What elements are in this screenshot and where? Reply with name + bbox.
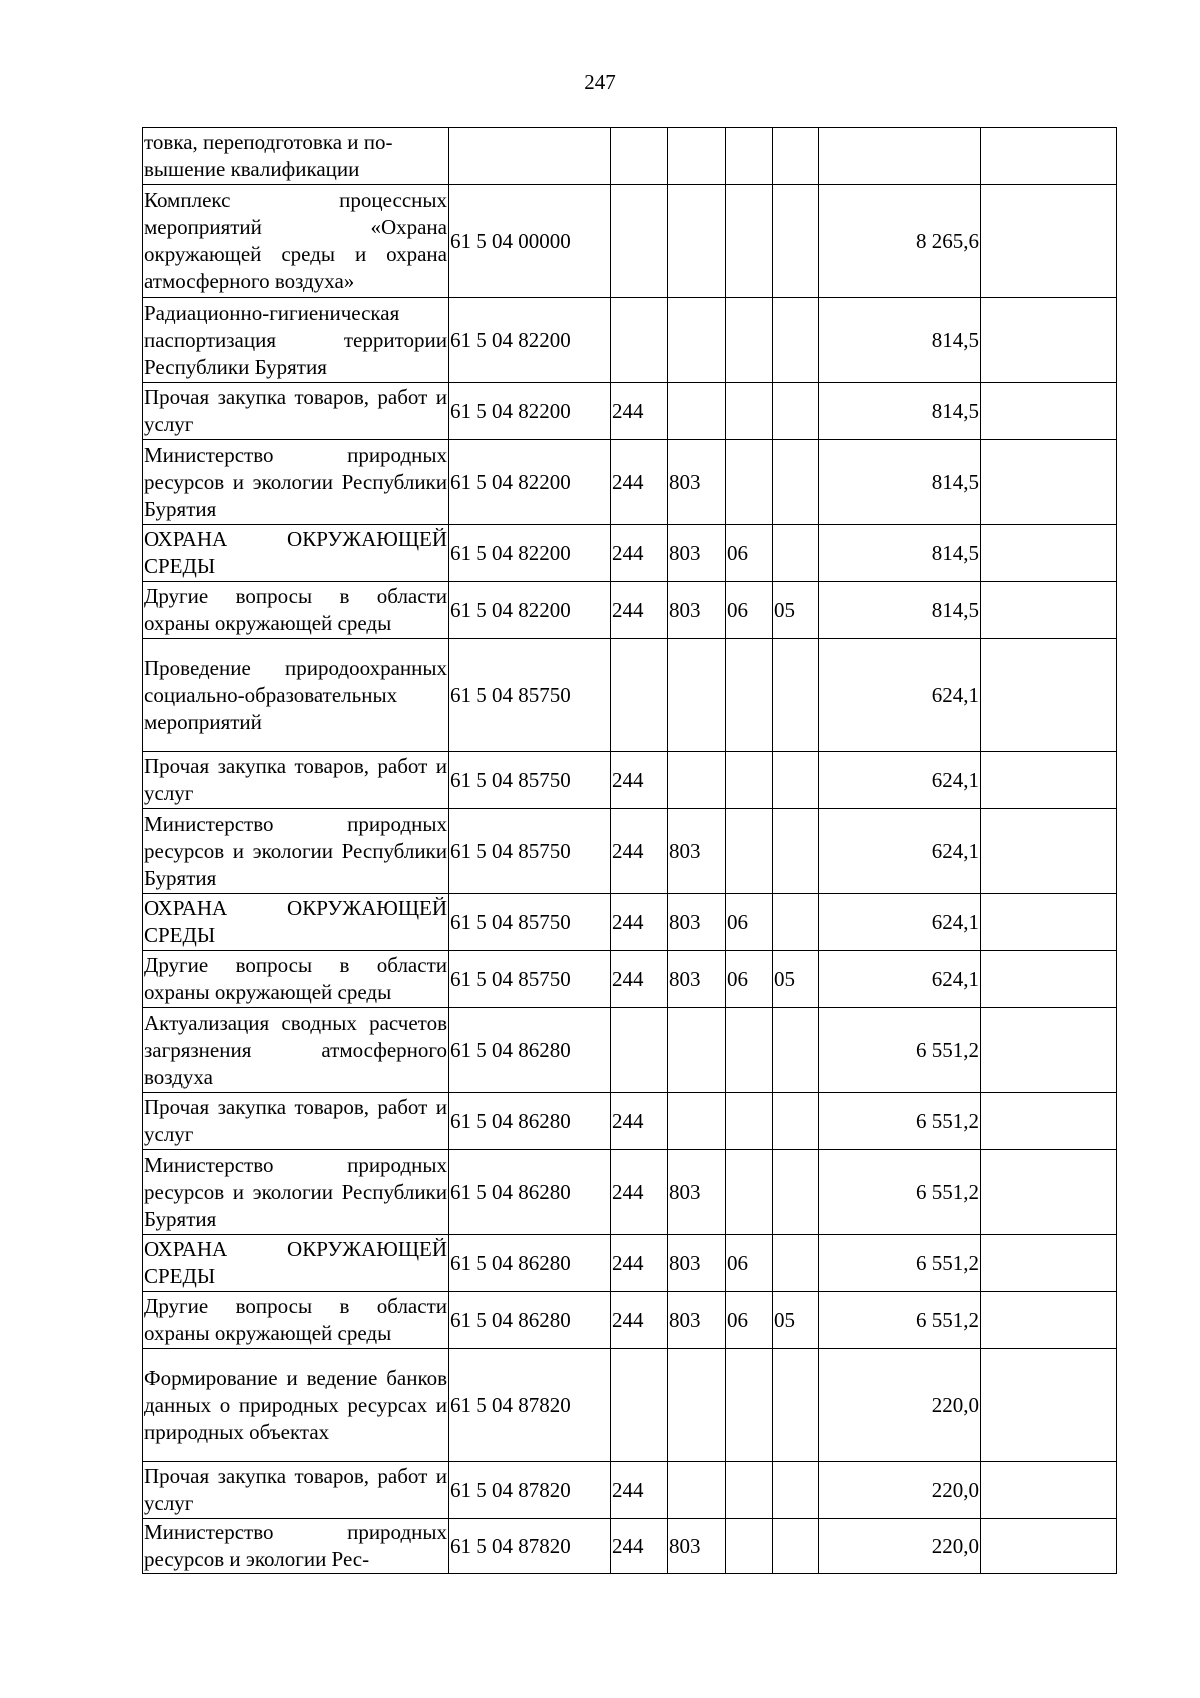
subsection-cell	[773, 440, 819, 525]
table-body	[143, 128, 1117, 1574]
amount-cell: 814,5	[819, 383, 981, 440]
section-cell: 06	[726, 894, 773, 951]
subsection-cell	[773, 639, 819, 752]
ministry-code-cell	[668, 185, 726, 298]
row-name-cell: ОХРАНА ОКРУЖАЮЩЕЙ СРЕДЫ	[143, 525, 449, 582]
amount-cell: 6 551,2	[819, 1292, 981, 1349]
section-cell	[726, 185, 773, 298]
empty-cell	[981, 525, 1117, 582]
expense-type-cell: 244	[611, 894, 668, 951]
empty-cell	[981, 894, 1117, 951]
section-cell	[726, 639, 773, 752]
target-code-cell: 61 5 04 00000	[449, 185, 611, 298]
amount-cell: 814,5	[819, 298, 981, 383]
table-row	[143, 1349, 1117, 1462]
subsection-cell	[773, 1150, 819, 1235]
table-row	[143, 752, 1117, 809]
target-code-cell: 61 5 04 87820	[449, 1462, 611, 1519]
target-code-cell: 61 5 04 86280	[449, 1093, 611, 1150]
empty-cell	[981, 582, 1117, 639]
amount-cell: 6 551,2	[819, 1150, 981, 1235]
section-cell	[726, 1462, 773, 1519]
target-code-cell: 61 5 04 87820	[449, 1349, 611, 1462]
amount-cell: 624,1	[819, 639, 981, 752]
empty-cell	[981, 1008, 1117, 1093]
empty-cell	[981, 1519, 1117, 1574]
row-name-cell: Радиационно-гигиеническая паспортизация территории Республики Бурятия	[143, 298, 449, 383]
subsection-cell	[773, 1462, 819, 1519]
amount-cell: 624,1	[819, 809, 981, 894]
table-row	[143, 298, 1117, 383]
target-code-cell: 61 5 04 85750	[449, 894, 611, 951]
target-code-cell: 61 5 04 85750	[449, 951, 611, 1008]
expense-type-cell: 244	[611, 1093, 668, 1150]
empty-cell	[981, 809, 1117, 894]
target-code-cell: 61 5 04 82200	[449, 383, 611, 440]
subsection-cell	[773, 1008, 819, 1093]
table-row	[143, 1462, 1117, 1519]
table-row	[143, 582, 1117, 639]
ministry-code-cell: 803	[668, 951, 726, 1008]
empty-cell	[981, 440, 1117, 525]
row-name-cell: Прочая закупка товаров, работ и услуг	[143, 1462, 449, 1519]
section-cell	[726, 440, 773, 525]
table-row	[143, 1235, 1117, 1292]
table-row	[143, 1150, 1117, 1235]
ministry-code-cell	[668, 298, 726, 383]
expense-type-cell: 244	[611, 383, 668, 440]
ministry-code-cell	[668, 383, 726, 440]
expense-type-cell: 244	[611, 752, 668, 809]
subsection-cell: 05	[773, 951, 819, 1008]
subsection-cell	[773, 1093, 819, 1150]
ministry-code-cell: 803	[668, 1519, 726, 1574]
expense-type-cell	[611, 298, 668, 383]
ministry-code-cell: 803	[668, 1150, 726, 1235]
expense-type-cell	[611, 639, 668, 752]
amount-cell: 624,1	[819, 752, 981, 809]
table-row	[143, 639, 1117, 752]
subsection-cell	[773, 1349, 819, 1462]
empty-cell	[981, 1235, 1117, 1292]
ministry-code-cell: 803	[668, 809, 726, 894]
section-cell: 06	[726, 1292, 773, 1349]
amount-cell: 220,0	[819, 1349, 981, 1462]
subsection-cell	[773, 185, 819, 298]
ministry-code-cell	[668, 1008, 726, 1093]
expense-type-cell: 244	[611, 1292, 668, 1349]
target-code-cell: 61 5 04 85750	[449, 639, 611, 752]
expense-type-cell	[611, 1349, 668, 1462]
row-name-cell: Актуализация сводных расчетов загрязнения атмосферного воздуха	[143, 1008, 449, 1093]
section-cell: 06	[726, 951, 773, 1008]
expense-type-cell	[611, 1008, 668, 1093]
row-name-cell: Министерство природных ресурсов и экологии Республики Бурятия	[143, 1150, 449, 1235]
row-name-cell: товка, переподготовка и по- вышение квалификации	[143, 128, 449, 185]
page-number: 247	[584, 70, 616, 94]
section-cell	[726, 1349, 773, 1462]
empty-cell	[981, 1150, 1117, 1235]
amount-cell: 6 551,2	[819, 1093, 981, 1150]
amount-cell: 624,1	[819, 951, 981, 1008]
empty-cell	[981, 1093, 1117, 1150]
empty-cell	[981, 185, 1117, 298]
table-row	[143, 383, 1117, 440]
table-row	[143, 1008, 1117, 1093]
amount-cell: 220,0	[819, 1462, 981, 1519]
subsection-cell	[773, 1519, 819, 1574]
table-row	[143, 1292, 1117, 1349]
row-name-cell: ОХРАНА ОКРУЖАЮЩЕЙ СРЕДЫ	[143, 894, 449, 951]
amount-cell: 6 551,2	[819, 1235, 981, 1292]
empty-cell	[981, 639, 1117, 752]
row-name-cell: Формирование и ведение банков данных о природных ресурсах и природных объектах	[143, 1349, 449, 1462]
empty-cell	[981, 1349, 1117, 1462]
amount-cell: 8 265,6	[819, 185, 981, 298]
ministry-code-cell: 803	[668, 525, 726, 582]
table-row	[143, 128, 1117, 185]
target-code-cell: 61 5 04 85750	[449, 809, 611, 894]
section-cell	[726, 128, 773, 185]
ministry-code-cell: 803	[668, 440, 726, 525]
section-cell	[726, 1150, 773, 1235]
ministry-code-cell	[668, 128, 726, 185]
row-name-cell: Другие вопросы в области охраны окружающей среды	[143, 1292, 449, 1349]
target-code-cell: 61 5 04 86280	[449, 1008, 611, 1093]
subsection-cell: 05	[773, 1292, 819, 1349]
row-name-cell: Другие вопросы в области охраны окружающей среды	[143, 582, 449, 639]
expense-type-cell: 244	[611, 1235, 668, 1292]
expense-type-cell: 244	[611, 1519, 668, 1574]
target-code-cell: 61 5 04 86280	[449, 1292, 611, 1349]
subsection-cell	[773, 1235, 819, 1292]
target-code-cell: 61 5 04 82200	[449, 582, 611, 639]
expense-type-cell: 244	[611, 809, 668, 894]
section-cell: 06	[726, 525, 773, 582]
section-cell	[726, 1519, 773, 1574]
amount-cell: 814,5	[819, 525, 981, 582]
row-name-cell: Прочая закупка товаров, работ и услуг	[143, 383, 449, 440]
subsection-cell: 05	[773, 582, 819, 639]
ministry-code-cell	[668, 639, 726, 752]
amount-cell: 814,5	[819, 582, 981, 639]
row-name-cell: Комплекс процессных мероприятий «Охрана окружающей среды и охрана атмосферного воздуха»	[143, 185, 449, 298]
amount-cell: 220,0	[819, 1519, 981, 1574]
empty-cell	[981, 1462, 1117, 1519]
table-row	[143, 894, 1117, 951]
subsection-cell	[773, 809, 819, 894]
ministry-code-cell	[668, 1349, 726, 1462]
ministry-code-cell: 803	[668, 1292, 726, 1349]
expense-type-cell: 244	[611, 1462, 668, 1519]
expense-type-cell	[611, 185, 668, 298]
section-cell	[726, 298, 773, 383]
expense-type-cell: 244	[611, 440, 668, 525]
target-code-cell: 61 5 04 82200	[449, 440, 611, 525]
ministry-code-cell	[668, 1093, 726, 1150]
section-cell	[726, 383, 773, 440]
ministry-code-cell: 803	[668, 1235, 726, 1292]
row-name-cell: Прочая закупка товаров, работ и услуг	[143, 752, 449, 809]
section-cell: 06	[726, 1235, 773, 1292]
amount-cell: 814,5	[819, 440, 981, 525]
amount-cell: 624,1	[819, 894, 981, 951]
table-row	[143, 525, 1117, 582]
empty-cell	[981, 383, 1117, 440]
table-row	[143, 1093, 1117, 1150]
subsection-cell	[773, 525, 819, 582]
amount-cell: 6 551,2	[819, 1008, 981, 1093]
table-row	[143, 809, 1117, 894]
empty-cell	[981, 951, 1117, 1008]
subsection-cell	[773, 128, 819, 185]
target-code-cell: 61 5 04 86280	[449, 1150, 611, 1235]
target-code-cell: 61 5 04 87820	[449, 1519, 611, 1574]
ministry-code-cell: 803	[668, 894, 726, 951]
table-row	[143, 440, 1117, 525]
empty-cell	[981, 298, 1117, 383]
budget-table	[142, 127, 1117, 1574]
table-row	[143, 1519, 1117, 1574]
amount-cell	[819, 128, 981, 185]
empty-cell	[981, 1292, 1117, 1349]
expense-type-cell: 244	[611, 1150, 668, 1235]
table-row	[143, 951, 1117, 1008]
expense-type-cell: 244	[611, 951, 668, 1008]
section-cell	[726, 809, 773, 894]
row-name-cell: Министерство природных ресурсов и экологии Республики Бурятия	[143, 809, 449, 894]
expense-type-cell: 244	[611, 525, 668, 582]
row-name-cell: Министерство природных ресурсов и экологии Республики Бурятия	[143, 440, 449, 525]
subsection-cell	[773, 383, 819, 440]
ministry-code-cell: 803	[668, 582, 726, 639]
row-name-cell: Прочая закупка товаров, работ и услуг	[143, 1093, 449, 1150]
empty-cell	[981, 752, 1117, 809]
section-cell	[726, 1008, 773, 1093]
expense-type-cell: 244	[611, 582, 668, 639]
table-row	[143, 185, 1117, 298]
target-code-cell: 61 5 04 85750	[449, 752, 611, 809]
ministry-code-cell	[668, 752, 726, 809]
subsection-cell	[773, 894, 819, 951]
subsection-cell	[773, 752, 819, 809]
empty-cell	[981, 128, 1117, 185]
section-cell	[726, 1093, 773, 1150]
row-name-cell: Министерство природных ресурсов и экологии Рес-	[143, 1519, 449, 1574]
subsection-cell	[773, 298, 819, 383]
target-code-cell	[449, 128, 611, 185]
row-name-cell: Проведение природоохранных социально-образовательных мероприятий	[143, 639, 449, 752]
ministry-code-cell	[668, 1462, 726, 1519]
target-code-cell: 61 5 04 86280	[449, 1235, 611, 1292]
section-cell: 06	[726, 582, 773, 639]
section-cell	[726, 752, 773, 809]
expense-type-cell	[611, 128, 668, 185]
row-name-cell: Другие вопросы в области охраны окружающей среды	[143, 951, 449, 1008]
row-name-cell: ОХРАНА ОКРУЖАЮЩЕЙ СРЕДЫ	[143, 1235, 449, 1292]
target-code-cell: 61 5 04 82200	[449, 298, 611, 383]
target-code-cell: 61 5 04 82200	[449, 525, 611, 582]
